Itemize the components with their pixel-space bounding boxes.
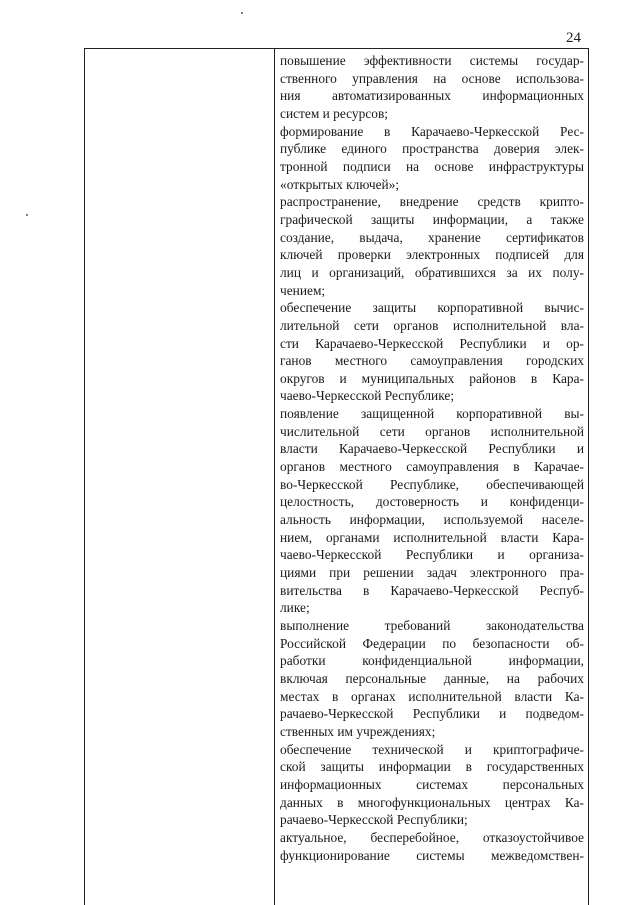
text-line: работки конфиденциальной информации, xyxy=(280,653,584,669)
text-line: числительной сети органов исполнительной xyxy=(280,423,584,439)
text-line: местах в органах исполнительной власти Ка- xyxy=(280,688,584,704)
text-line: публике единого пространства доверия элек- xyxy=(280,141,584,157)
text-line: актуальное, бесперебойное, отказоустойчивое xyxy=(280,829,584,845)
text-line: целостность, достоверность и конфиденци- xyxy=(280,494,584,510)
text-line: включая персональные данные, на рабочих xyxy=(280,670,584,686)
text-line: округов и муниципальных районов в Кара- xyxy=(280,370,584,386)
text-line: выполнение требований законодательства xyxy=(280,618,584,633)
text-line: распространение, внедрение средств крипто- xyxy=(280,194,584,210)
paragraph xyxy=(280,829,584,864)
text-line: ственного управления на основе использова- xyxy=(280,70,584,86)
text-line: формирование в Карачаево-Черкесской Рес- xyxy=(280,123,584,139)
paragraph xyxy=(280,741,584,829)
text-line: альность информации, используемой населе- xyxy=(280,512,584,528)
text-line: систем и ресурсов; xyxy=(280,105,388,121)
paragraph xyxy=(280,193,584,299)
text-line: органов местного самоуправления в Карачае- xyxy=(280,459,584,475)
text-line: данных в многофункциональных центрах Ка- xyxy=(280,794,584,810)
text-line: вительства в Карачаево-Черкесской Респуб- xyxy=(280,582,584,598)
text-line: лиц и организаций, обратившихся за их полу- xyxy=(280,264,584,280)
text-line: лике; xyxy=(280,600,310,616)
text-line: рачаево-Черкесской Республики; xyxy=(280,812,468,828)
results-text xyxy=(280,52,584,864)
paragraph xyxy=(280,299,584,405)
text-line: тронной подписи на основе инфраструктуры xyxy=(280,158,584,174)
text-line: рачаево-Черкесской Республики и подведом- xyxy=(280,706,584,722)
text-line: чением; xyxy=(280,282,326,298)
table-right-column xyxy=(275,49,588,905)
text-line: чаево-Черкесской Республике; xyxy=(280,388,455,404)
scan-speck xyxy=(241,12,243,14)
text-line: нием, органами исполнительной власти Кара- xyxy=(280,529,584,545)
text-line: сти Карачаево-Черкесской Республики и ор- xyxy=(280,335,584,351)
paragraph xyxy=(280,123,584,194)
paragraph xyxy=(280,617,584,741)
text-line: чаево-Черкесской Республики и организа- xyxy=(280,547,584,563)
text-line: ской защиты информации в государственных xyxy=(280,759,584,775)
text-line: информационных системах персональных xyxy=(280,776,584,792)
text-line: циями при решении задач электронного пра- xyxy=(280,565,584,581)
text-line: ключей проверки электронных подписей для xyxy=(280,247,584,263)
text-line: ственных им учреждениях; xyxy=(280,723,436,739)
text-line: графической защиты информации, а также xyxy=(280,211,584,227)
text-line: повышение эффективности системы государ- xyxy=(280,53,584,68)
page-number: 24 xyxy=(566,30,581,46)
paragraph xyxy=(280,405,584,617)
scan-speck xyxy=(26,214,28,216)
text-line: обеспечение защиты корпоративной вычис- xyxy=(280,300,584,316)
text-line: ганов местного самоуправления городских xyxy=(280,353,584,369)
paragraph xyxy=(280,52,584,123)
text-line: власти Карачаево-Черкесской Республики и xyxy=(280,441,584,457)
text-line: функционирование системы межведомствен- xyxy=(280,847,584,863)
text-line: появление защищенной корпоративной вы- xyxy=(280,406,584,422)
text-line: обеспечение технической и криптографиче- xyxy=(280,741,584,757)
text-line: «открытых ключей»; xyxy=(280,176,400,192)
text-line: Российской Федерации по безопасности об- xyxy=(280,635,584,651)
document-table xyxy=(84,48,589,905)
text-line: ния автоматизированных информационных xyxy=(280,88,584,104)
text-line: во-Черкесской Республике, обеспечивающей xyxy=(280,476,584,492)
table-left-column xyxy=(85,49,275,905)
text-line: создание, выдача, хранение сертификатов xyxy=(280,229,584,245)
text-line: лительной сети органов исполнительной вла- xyxy=(280,317,584,333)
